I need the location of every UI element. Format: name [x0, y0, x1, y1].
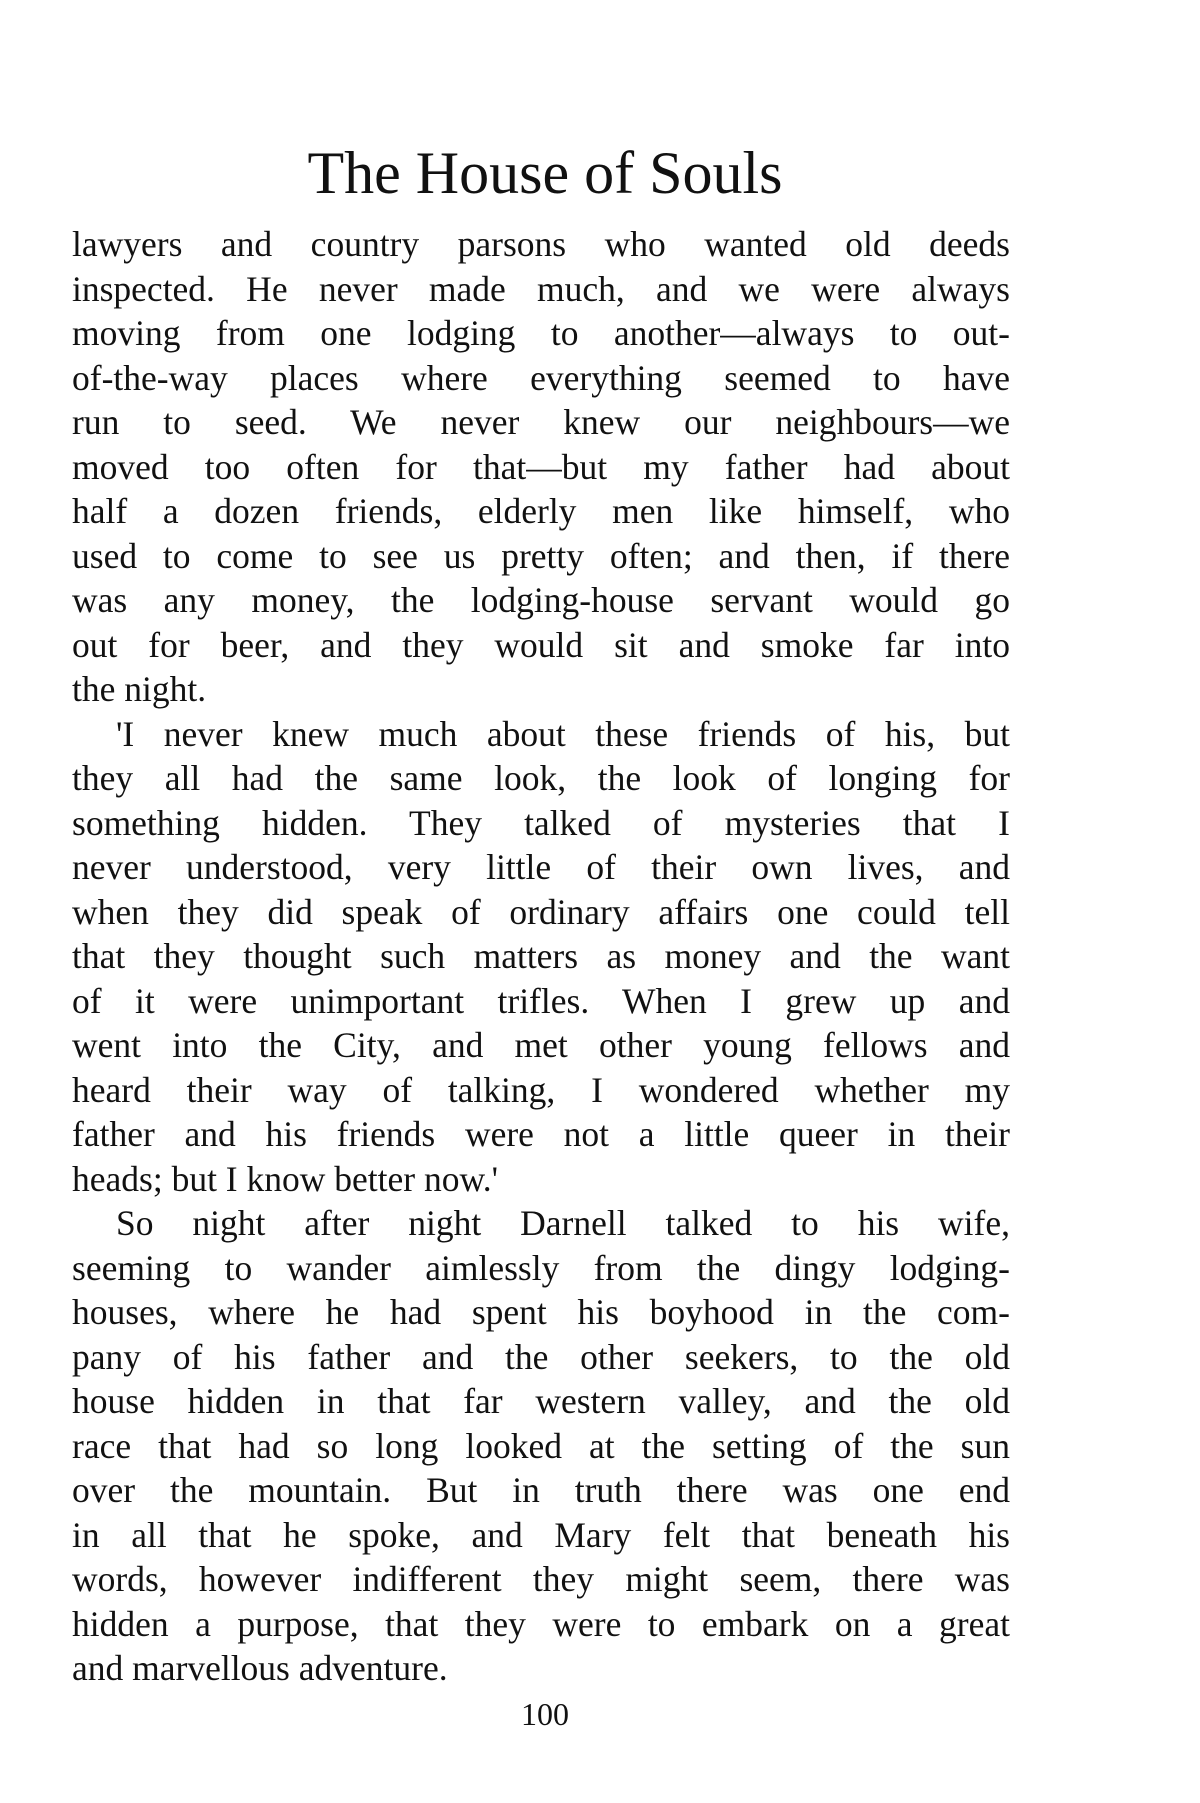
text-line: of-the-way places where everything seemed to have	[72, 357, 1010, 398]
text-line: they all had the same look, the look of longing for	[72, 758, 1010, 798]
body-text	[72, 222, 1010, 1691]
text-line: never understood, very little of their own lives, and	[72, 847, 1010, 887]
text-line: heads; but I know better now.'	[72, 1158, 499, 1199]
text-line: moved too often for that—but my father had about	[72, 446, 1010, 487]
text-line: when they did speak of ordinary affairs one could tell	[72, 891, 1010, 932]
text-line: out for beer, and they would sit and smoke far into	[72, 624, 1010, 665]
text-line: something hidden. They talked of mysteries that I	[72, 802, 1010, 843]
text-line: house hidden in that far western valley, and the old	[72, 1381, 1010, 1421]
text-line: was any money, the lodging-house servant would go	[72, 580, 1010, 620]
text-line: run to seed. We never knew our neighbours—we	[72, 402, 1010, 442]
paragraph-1	[72, 222, 1010, 712]
text-line: 'I never knew much about these friends of his, but	[116, 713, 1010, 754]
running-head: The House of Souls	[307, 140, 783, 206]
text-line: heard their way of talking, I wondered whether my	[72, 1069, 1010, 1110]
paragraph-3	[72, 1201, 1010, 1691]
text-line: words, however indifferent they might seem, there was	[72, 1559, 1010, 1599]
text-line: seeming to wander aimlessly from the dingy lodging-	[72, 1247, 1010, 1288]
text-line: So night after night Darnell talked to his wife,	[116, 1203, 1010, 1243]
text-line: half a dozen friends, elderly men like himself, who	[72, 491, 1010, 531]
text-line: houses, where he had spent his boyhood in the com-	[72, 1292, 1010, 1332]
text-line: used to come to see us pretty often; and then, if there	[72, 535, 1010, 576]
text-line: father and his friends were not a little queer in their	[72, 1114, 1010, 1154]
text-line: went into the City, and met other young fellows and	[72, 1025, 1010, 1065]
text-line: lawyers and country parsons who wanted old deeds	[72, 224, 1010, 264]
text-line: that they thought such matters as money and the want	[72, 936, 1010, 976]
paragraph-2	[72, 712, 1010, 1202]
page-number: 100	[521, 1696, 569, 1732]
text-line: of it were unimportant trifles. When I grew up and	[72, 980, 1010, 1021]
text-line: hidden a purpose, that they were to embark on a great	[72, 1603, 1010, 1644]
text-line: and marvellous adventure.	[72, 1648, 448, 1688]
text-line: pany of his father and the other seekers, to the old	[72, 1336, 1010, 1377]
text-line: the night.	[72, 669, 207, 709]
text-line: inspected. He never made much, and we were always	[72, 268, 1010, 309]
text-line: in all that he spoke, and Mary felt that beneath his	[72, 1514, 1010, 1555]
text-line: over the mountain. But in truth there was one end	[72, 1470, 1010, 1510]
text-line: moving from one lodging to another—always to out-	[72, 313, 1010, 353]
text-line: race that had so long looked at the setting of the sun	[72, 1425, 1010, 1466]
